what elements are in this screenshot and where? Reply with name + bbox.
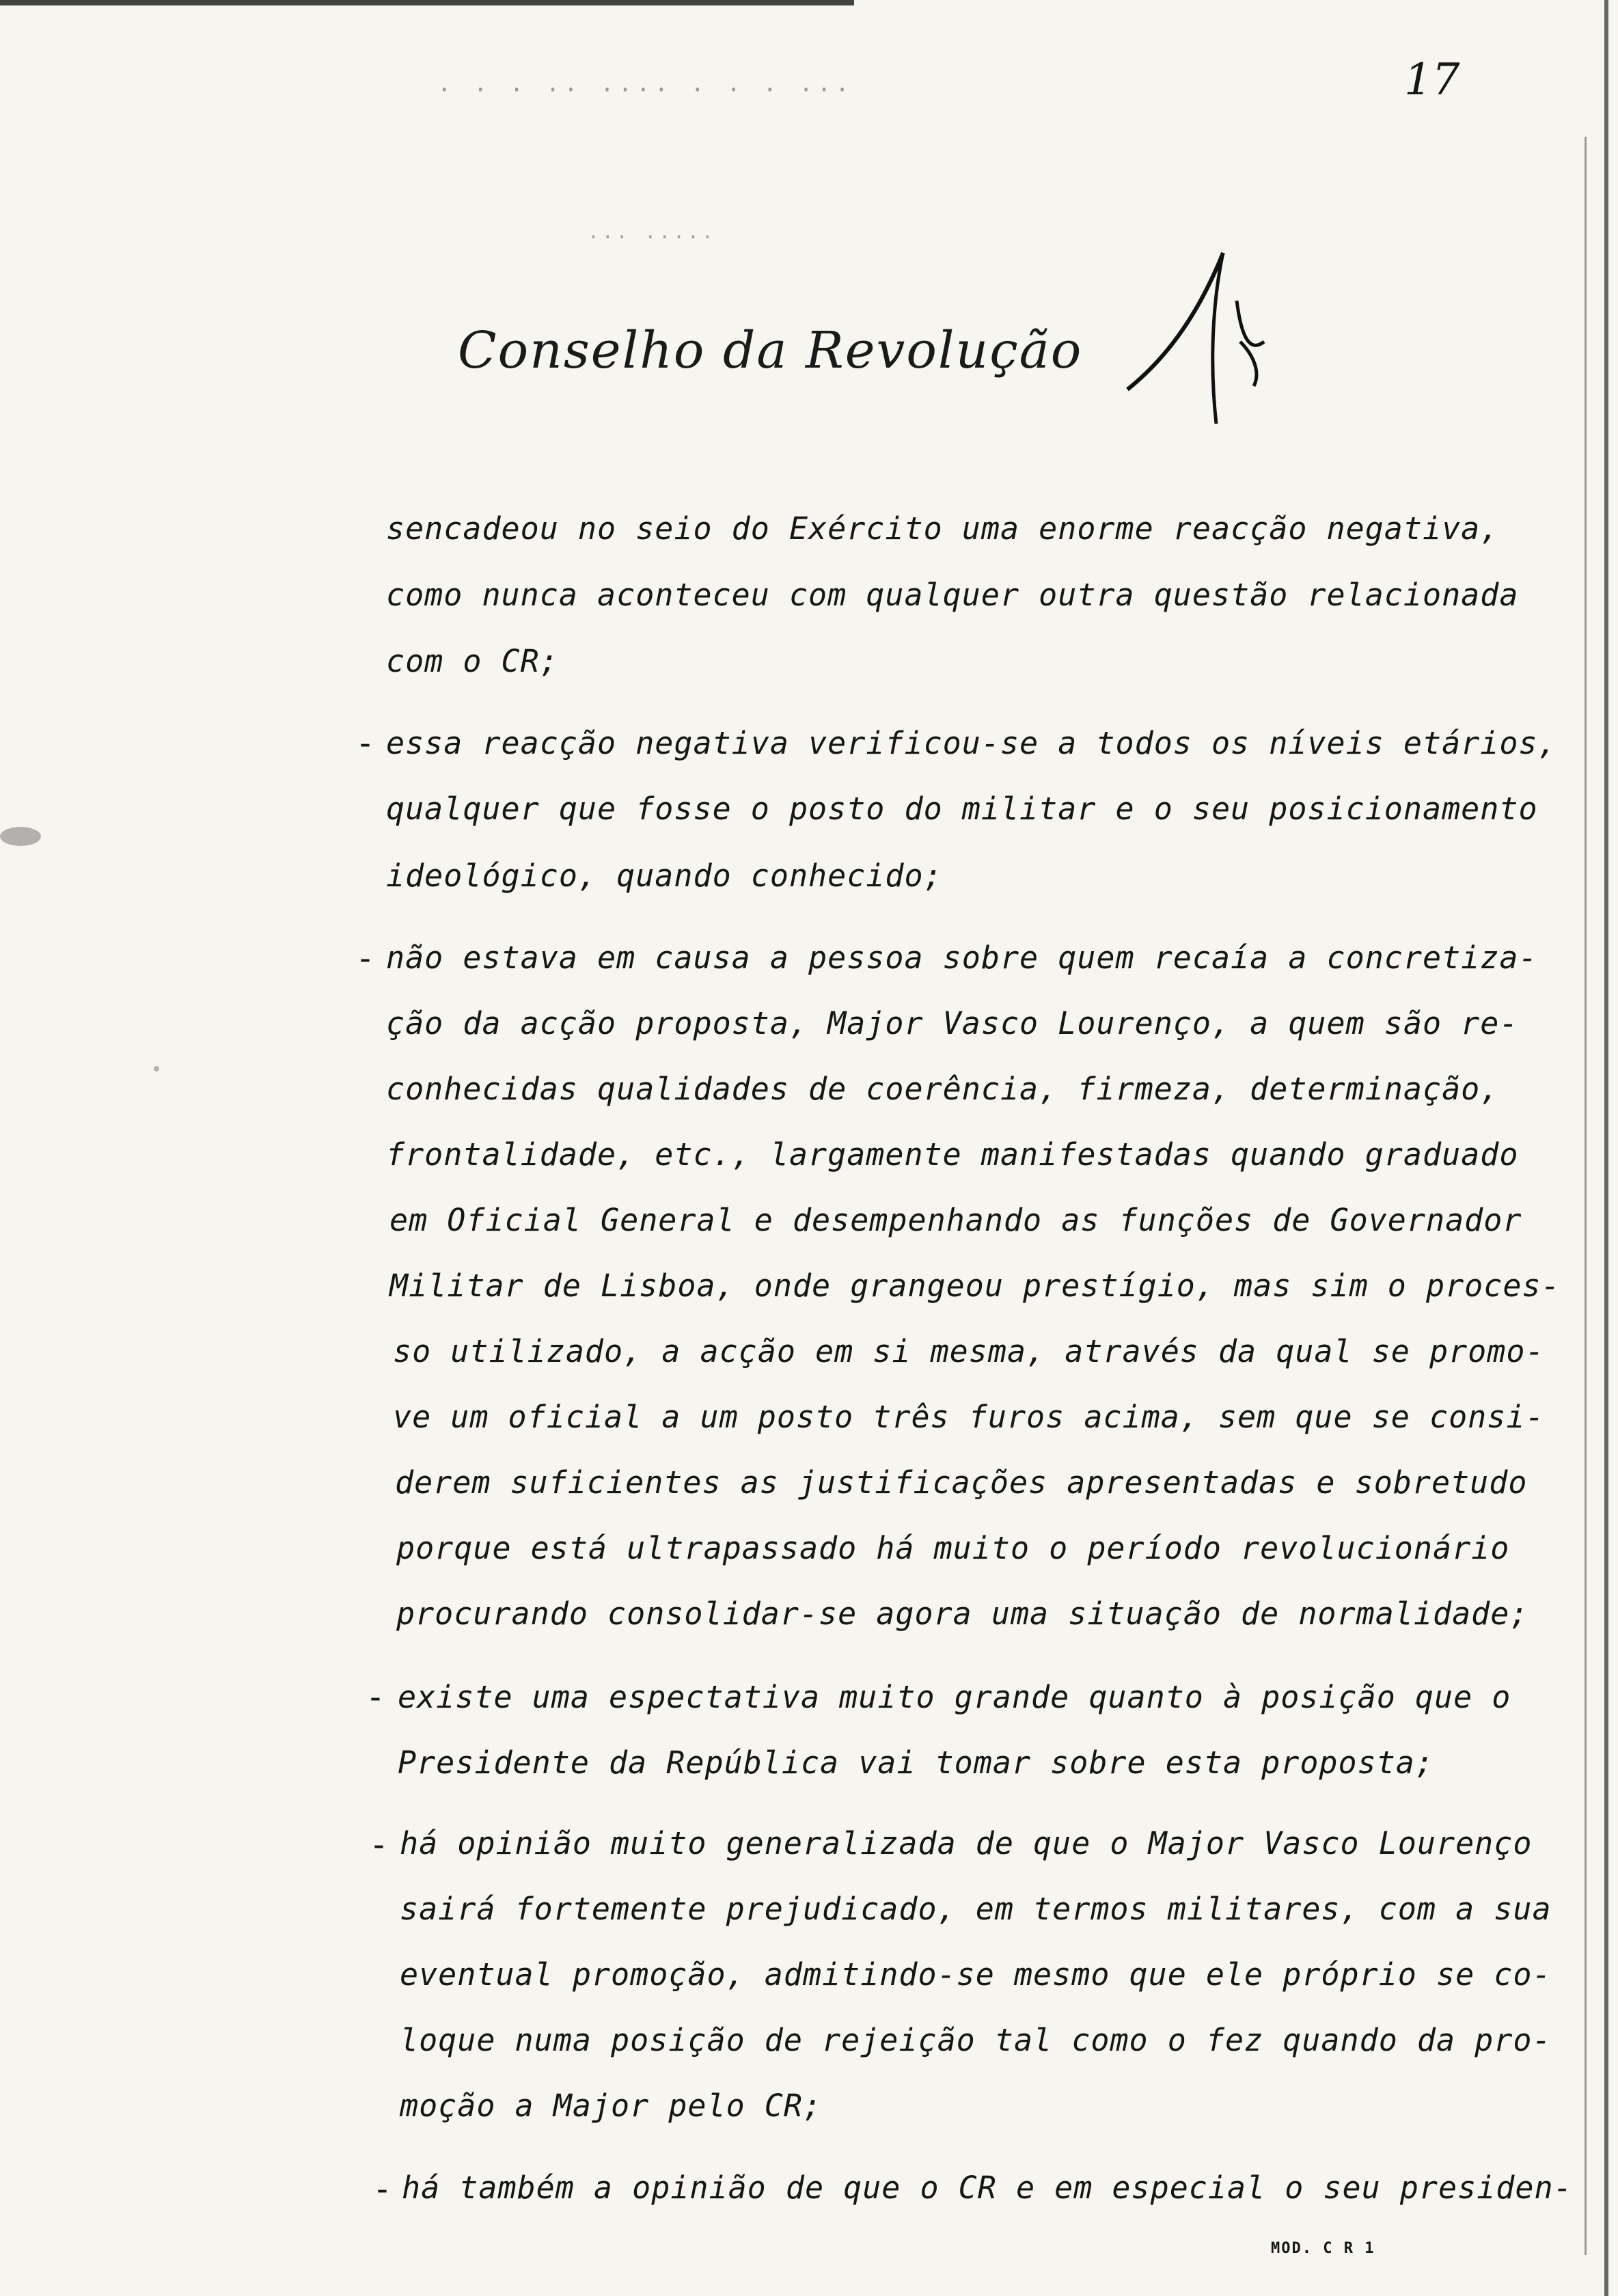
text-line: ve um oficial a um posto três furos acima, sem que se consi- [393, 1399, 1545, 1435]
form-code: MOD. C R 1 [1271, 2240, 1375, 2257]
scan-speckle [154, 1066, 159, 1071]
text-line: Presidente da República vai tomar sobre esta proposta; [398, 1745, 1434, 1781]
faint-header-text: · · · ·· ···· · · · ··· [437, 77, 853, 104]
text-line: loque numa posição de rejeição tal como o fez quando da pro- [400, 2022, 1552, 2058]
text-line: não estava em causa a pessoa sobre quem recaía a concretiza- [386, 940, 1538, 976]
text-line: derem suficientes as justificações apresentadas e sobretudo [395, 1464, 1528, 1501]
text-line: existe uma espectativa muito grande quanto à posição que o [398, 1679, 1511, 1715]
handwritten-initials [1121, 226, 1285, 430]
text-line: sencadeou no seio do Exército uma enorme reacção negativa, [386, 510, 1500, 547]
text-line: conhecidas qualidades de coerência, firmeza, determinação, [386, 1071, 1500, 1107]
text-line: há opinião muito generalizada de que o Major Vasco Lourenço [400, 1825, 1533, 1861]
text-line: qualquer que fosse o posto do militar e o seu posicionamento [386, 791, 1538, 827]
text-line: com o CR; [386, 643, 559, 679]
text-line: sairá fortemente prejudicado, em termos militares, com a sua [400, 1891, 1552, 1927]
text-line: há também a opinião de que o CR e em especial o seu presiden- [402, 2170, 1573, 2206]
page-number: 17 [1404, 55, 1460, 105]
scan-top-edge [0, 0, 854, 5]
text-line: procurando consolidar-se agora uma situação de normalidade; [396, 1596, 1529, 1632]
scan-right-edge-shadow [1585, 137, 1587, 2255]
list-dash: - [369, 1826, 389, 1864]
scan-speckle [0, 827, 41, 846]
text-line: so utilizado, a acção em si mesma, através da qual se promo- [393, 1333, 1545, 1369]
text-line: como nunca aconteceu com qualquer outra questão relacionada [386, 577, 1519, 613]
letterhead: Conselho da Revolução [458, 321, 1083, 380]
text-line: eventual promoção, admitindo-se mesmo que ele próprio se co- [400, 1956, 1552, 1993]
list-dash: - [372, 2170, 392, 2209]
list-dash: - [366, 1678, 385, 1717]
faint-header-text-2: ··· ····· [588, 226, 716, 248]
text-line: frontalidade, etc., largamente manifestadas quando graduado [386, 1136, 1519, 1173]
text-line: ideológico, quando conhecido; [386, 858, 943, 894]
text-line: Militar de Lisboa, onde grangeou prestígio, mas sim o proces- [389, 1268, 1561, 1304]
text-line: essa reacção negativa verificou-se a todos os níveis etários, [386, 725, 1557, 761]
list-dash: - [355, 940, 375, 978]
text-line: moção a Major pelo CR; [400, 2088, 823, 2124]
text-line: porque está ultrapassado há muito o período revolucionário [396, 1530, 1510, 1566]
scan-right-edge [1604, 0, 1608, 2296]
text-line: em Oficial General e desempenhando as funções de Governador [389, 1202, 1522, 1238]
list-dash: - [355, 724, 375, 763]
text-line: ção da acção proposta, Major Vasco Lourenço, a quem são re- [386, 1005, 1519, 1041]
